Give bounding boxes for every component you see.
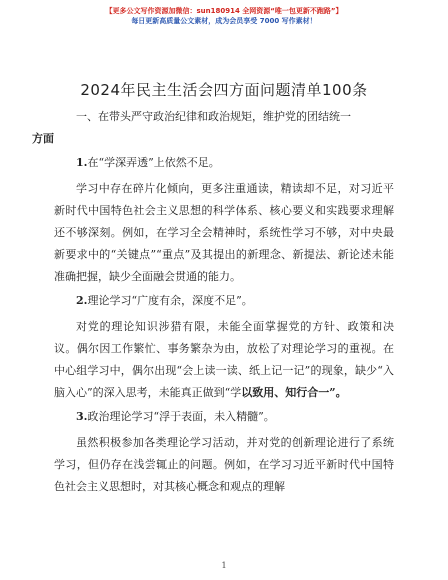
item-heading-1 [54, 152, 394, 174]
section-heading-suffix: 方面 [32, 132, 54, 145]
item-paragraph-3 [54, 432, 394, 498]
paragraph-text: 学习中存在碎片化倾向，更多注重通读，精读却不足，对习近平新时代中国特色社会主义思想的科学体系、核心要义和实践要求理解还不够深刻。例如，在学习全会精神时，系统性学习不够，对中央最新要求中的“关键点”“重点”及其提出的新理念、新提法、新论述未能准确把握，缺少全面融会贯通的能力。 [54, 182, 394, 283]
page-number: 1 [221, 561, 227, 570]
promo-line-1: 【更多公文写作资源加微信：sun180914 全网资源“唯一包更新不跑路”】 [105, 7, 343, 15]
paragraph-text: 虽然积极参加各类理论学习活动，并对党的创新理论进行了系统学习，但仍存在浅尝辄止的问题。例如，在学习习近平新时代中国特色社会主义思想时，对其核心概念和观点的理解 [54, 436, 394, 493]
item-number: 2. [76, 294, 88, 307]
item-number: 1. [76, 156, 88, 169]
document-title: 2024年民主生活会四方面问题清单100条 [80, 81, 368, 99]
section-heading-prefix: 一、在带头严守政治纪律和政治规矩，维护党的团结统一 [76, 110, 351, 123]
paragraph-text: 对党的理论知识涉猎有限，未能全面掌握党的方针、政策和决议。偶尔因工作繁忙、事务繁杂为由，放松了对理论学习的重视。在中心组学习中，偶尔出现“会上读一读、纸上记一记”的现象，缺少“入脑入心”的深入思考，未能真正做到“学 [54, 320, 394, 399]
section-heading [32, 106, 394, 150]
item-heading-text: 政治理论学习“浮于表面，未入精髓”。 [87, 410, 275, 423]
item-paragraph-1 [54, 178, 394, 288]
paragraph-bold-tail: 以致用、知行合一”。 [241, 386, 347, 399]
item-heading-3 [54, 406, 394, 428]
item-heading-2 [54, 290, 394, 312]
item-heading-text: 理论学习“广度有余，深度不足”。 [87, 294, 253, 307]
promo-line-2: 每日更新高质量公文素材，成为会员享受 7000 写作素材！ [131, 17, 317, 25]
item-heading-text: 在“学深弄透”上依然不足。 [87, 156, 220, 169]
promo-banner [0, 6, 448, 26]
item-paragraph-2 [54, 316, 394, 404]
document-body [32, 80, 394, 498]
item-number: 3. [76, 410, 88, 423]
